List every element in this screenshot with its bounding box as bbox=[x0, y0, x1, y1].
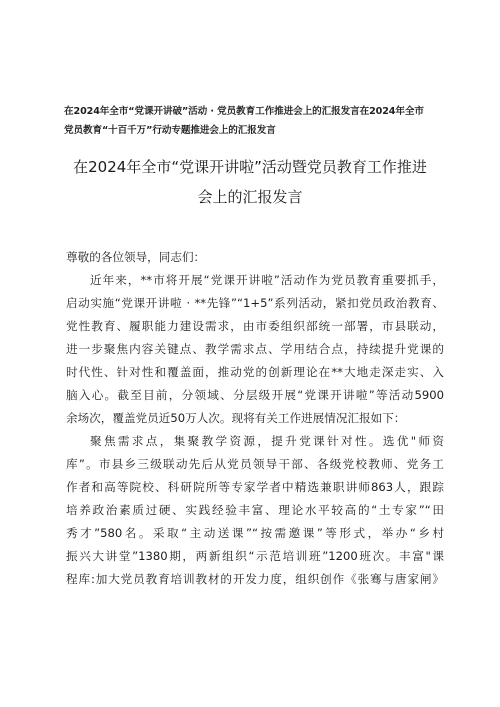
title-line-2: 会上的汇报发言 bbox=[197, 188, 303, 206]
paragraph-2-line-1: 聚焦需求点，集聚教学资源，提升党课针对性。选优"师资 bbox=[90, 434, 444, 448]
paragraph-2-line-6: 振兴大讲堂”1380期，两新组织“示范培训班”1200班次。丰富"课 bbox=[66, 549, 444, 563]
paragraph-2-line-2: 库”。市县乡三级联动先后从党员领导干部、各级党校教师、党务工 bbox=[66, 457, 444, 471]
paragraph-2-line-4: 培养政治素质过硬、实践经验丰富、理论水平较高的“土专家”“田 bbox=[66, 503, 444, 517]
header-note bbox=[64, 102, 444, 140]
paragraph-1 bbox=[66, 269, 444, 430]
header-note-line-1: 在2024年全市“党课开讲破”活动 · 党员教育工作推进会上的汇报发言在2024年全市 bbox=[64, 106, 424, 117]
paragraph-2-line-3: 作者和高等院校、科研院所等专家学者中精选兼职讲师863人，跟踪 bbox=[66, 480, 444, 494]
paragraph-1-line-5: 时代性、针对性和覆盖面，推动党的创新理论在**大地走深走实、入 bbox=[66, 365, 444, 379]
paragraph-1-line-1: 近年来，**市将开展“党课开讲啦”活动作为党员教育重要抓手， bbox=[90, 273, 444, 287]
paragraph-2 bbox=[66, 430, 444, 591]
document-title bbox=[40, 152, 460, 212]
document-body bbox=[66, 246, 444, 591]
header-note-line-2: 党员教育“十百千万”行动专题推进会上的汇报发言 bbox=[64, 125, 276, 136]
paragraph-1-line-4: 进一步聚焦内容关键点、教学需求点、学用结合点，持续提升党课的 bbox=[66, 342, 444, 356]
paragraph-2-line-7: 程库:加大党员教育培训教材的开发力度，组织创作《张骞与唐家闸》 bbox=[66, 572, 444, 586]
paragraph-1-line-7: 余场次，覆盖党员近50万人次。现将有关工作进展情况汇报如下： bbox=[66, 411, 406, 425]
paragraph-1-line-6: 脑入心。截至目前，分领域、分层级开展“党课开讲啦”等活动5900 bbox=[66, 388, 444, 402]
paragraph-2-line-5: 秀才”580名。采取“主动送课”“按需邀课”等形式，举办“乡村 bbox=[66, 526, 444, 540]
title-line-1: 在2024年全市“党课开讲啦”活动暨党员教育工作推进 bbox=[73, 158, 427, 176]
greeting: 尊敬的各位领导，同志们： bbox=[66, 250, 206, 264]
paragraph-1-line-2: 启动实施“党课开讲啦 · **先锋”“1+5”系列活动，紧扣党员政治教育、 bbox=[66, 296, 444, 310]
paragraph-1-line-3: 党性教育、履职能力建设需求，由市委组织部统一部署，市县联动， bbox=[66, 319, 444, 333]
